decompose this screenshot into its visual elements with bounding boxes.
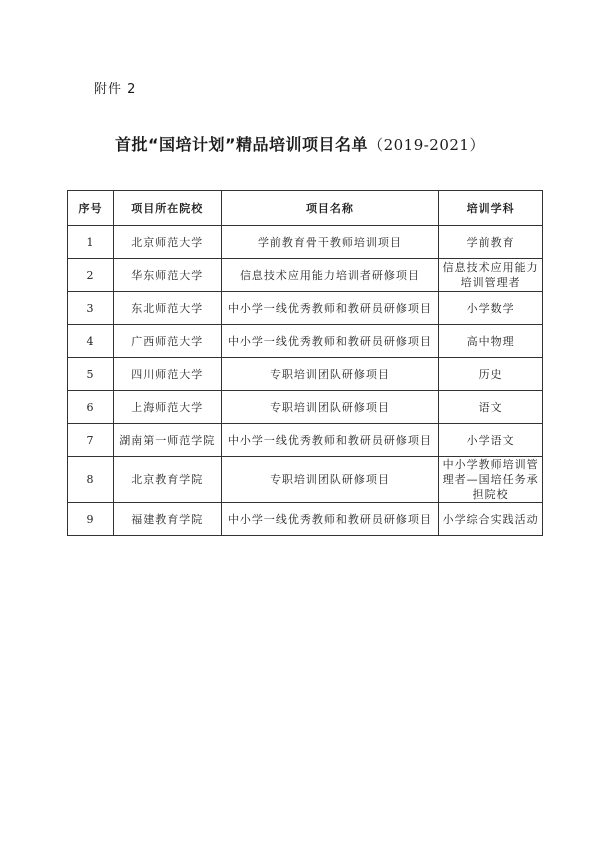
row-project: 信息技术应用能力培训者研修项目 <box>221 259 439 292</box>
table-row <box>68 391 543 424</box>
row-school: 四川师范大学 <box>113 358 221 391</box>
row-project: 中小学一线优秀教师和教研员研修项目 <box>221 325 439 358</box>
row-number: 1 <box>68 226 114 259</box>
column-header-subject: 培训学科 <box>439 191 543 226</box>
row-number: 6 <box>68 391 114 424</box>
row-number: 9 <box>68 503 114 536</box>
table-row <box>68 292 543 325</box>
row-number: 8 <box>68 457 114 503</box>
row-project: 学前教育骨干教师培训项目 <box>221 226 439 259</box>
table-row <box>68 226 543 259</box>
row-subject: 中小学教师培训管理者—国培任务承担院校 <box>439 457 543 503</box>
title-main: 首批“国培计划”精品培训项目名单 <box>115 135 369 154</box>
row-school: 北京师范大学 <box>113 226 221 259</box>
row-subject: 历史 <box>439 358 543 391</box>
table-row <box>68 457 543 503</box>
table-row <box>68 325 543 358</box>
document-title <box>0 132 600 155</box>
row-school: 福建教育学院 <box>113 503 221 536</box>
row-project: 专职培训团队研修项目 <box>221 358 439 391</box>
attachment-label: 附件 2 <box>94 82 137 97</box>
row-number: 3 <box>68 292 114 325</box>
table-row <box>68 358 543 391</box>
row-subject: 小学综合实践活动 <box>439 503 543 536</box>
row-project: 中小学一线优秀教师和教研员研修项目 <box>221 424 439 457</box>
table-row <box>68 503 543 536</box>
row-subject: 小学数学 <box>439 292 543 325</box>
row-number: 5 <box>68 358 114 391</box>
row-subject: 学前教育 <box>439 226 543 259</box>
row-school: 东北师范大学 <box>113 292 221 325</box>
title-year: （2019-2021） <box>368 136 485 154</box>
row-subject: 信息技术应用能力培训管理者 <box>439 259 543 292</box>
row-subject: 高中物理 <box>439 325 543 358</box>
row-school: 北京教育学院 <box>113 457 221 503</box>
column-header-school: 项目所在院校 <box>113 191 221 226</box>
column-header-project: 项目名称 <box>221 191 439 226</box>
row-project: 专职培训团队研修项目 <box>221 391 439 424</box>
row-school: 广西师范大学 <box>113 325 221 358</box>
row-school: 华东师范大学 <box>113 259 221 292</box>
row-school: 湖南第一师范学院 <box>113 424 221 457</box>
table-row <box>68 259 543 292</box>
row-project: 中小学一线优秀教师和教研员研修项目 <box>221 503 439 536</box>
row-number: 7 <box>68 424 114 457</box>
table-header-row <box>68 191 543 226</box>
project-roster-table <box>67 190 543 536</box>
row-number: 4 <box>68 325 114 358</box>
row-subject: 语文 <box>439 391 543 424</box>
row-subject: 小学语文 <box>439 424 543 457</box>
row-school: 上海师范大学 <box>113 391 221 424</box>
row-project: 中小学一线优秀教师和教研员研修项目 <box>221 292 439 325</box>
row-number: 2 <box>68 259 114 292</box>
row-project: 专职培训团队研修项目 <box>221 457 439 503</box>
table-row <box>68 424 543 457</box>
column-header-no: 序号 <box>68 191 114 226</box>
